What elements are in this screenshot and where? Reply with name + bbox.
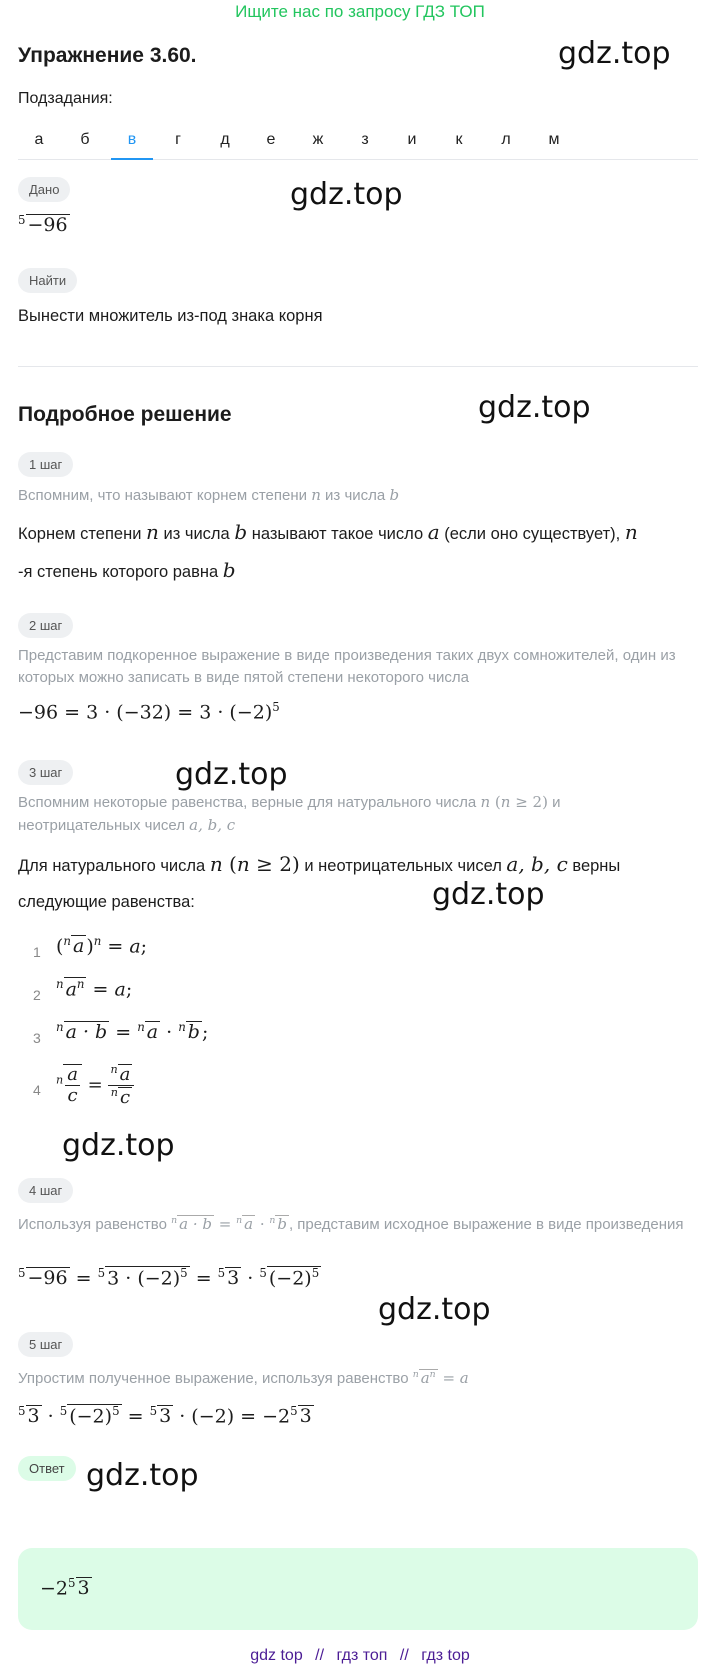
watermark: gdz.top bbox=[478, 390, 591, 425]
tab-b[interactable]: б bbox=[80, 131, 90, 148]
list-item-number: 3 bbox=[33, 1030, 41, 1046]
footer-link[interactable]: гдз top bbox=[421, 1647, 470, 1664]
step-5-label: 5 шаг bbox=[18, 1332, 73, 1357]
find-label: Найти bbox=[18, 268, 77, 293]
step-4-hint: Используя равенство $^n$ a · b = $^n$ a · $^n$ b , представим исходное выражение в виде произведения bbox=[18, 1215, 684, 1233]
subtask-tabs bbox=[18, 120, 698, 160]
watermark: gdz.top bbox=[175, 757, 288, 792]
watermark: gdz.top bbox=[558, 36, 671, 71]
identity-2: $^n$ $a^n = a$; bbox=[56, 977, 133, 1001]
step-2-equation: $-96 = 3 \cdot (-32) = 3 \cdot (-2)^5$ bbox=[18, 700, 280, 724]
identity-3: $^n$ a · b = $^n$ a · $^n$ b ; bbox=[56, 1020, 209, 1044]
answer-value: $-2^5$ 3 bbox=[40, 1576, 90, 1600]
tab-a[interactable]: а bbox=[34, 131, 44, 148]
divider bbox=[18, 366, 698, 367]
identity-1: ($^n$ a )$^n$ = a; bbox=[56, 934, 148, 958]
step-1-hint: Вспомним, что называют корнем степени n из числа b bbox=[18, 486, 400, 504]
given-expression: $^5$ −96 bbox=[18, 213, 68, 237]
step-1-text: Корнем степени n из числа b называют такое число a (если оно существует), n -я степень которого равна b bbox=[18, 520, 638, 582]
top-banner[interactable]: Ищите нас по запросу ГДЗ ТОП bbox=[235, 2, 485, 21]
watermark: gdz.top bbox=[378, 1292, 491, 1327]
step-3-hint: Вспомним некоторые равенства, верные для натурального числа n (n ≥ 2) и неотрицательных чисел a, b, c bbox=[18, 793, 561, 834]
subtasks-label: Подзадания: bbox=[18, 90, 113, 107]
watermark: gdz.top bbox=[62, 1128, 175, 1163]
footer-link[interactable]: гдз топ bbox=[336, 1647, 388, 1664]
tab-k[interactable]: к bbox=[455, 131, 463, 148]
tab-e[interactable]: е bbox=[266, 131, 276, 148]
tab-m[interactable]: м bbox=[548, 131, 560, 148]
answer-box bbox=[18, 1548, 698, 1630]
footer-separator: // bbox=[399, 1647, 409, 1664]
step-3-text: Для натурального числа n (n ≥ 2) и неотрицательных чисел a, b, c верны следующие равенства: bbox=[18, 852, 621, 911]
step-1-label: 1 шаг bbox=[18, 452, 73, 477]
step-5-hint: Упростим полученное выражение, используя равенство $^n$ $a^n = a$ bbox=[18, 1369, 469, 1387]
find-text: Вынести множитель из-под знака корня bbox=[18, 307, 323, 325]
answer-label: Ответ bbox=[18, 1456, 76, 1481]
step-3-label: 3 шаг bbox=[18, 760, 73, 785]
footer-link[interactable]: gdz top bbox=[250, 1647, 303, 1664]
tab-l[interactable]: л bbox=[501, 131, 511, 148]
tab-d[interactable]: д bbox=[220, 131, 230, 148]
tab-i[interactable]: и bbox=[407, 131, 417, 148]
tab-zh[interactable]: ж bbox=[312, 131, 324, 148]
step-4-label: 4 шаг bbox=[18, 1178, 73, 1203]
list-item-number: 1 bbox=[33, 944, 41, 960]
list-item-number: 2 bbox=[33, 987, 41, 1003]
footer-separator: // bbox=[315, 1647, 325, 1664]
step-5-equation: $^5$ 3 · $^5$ $(-2)^5 = ^5$ $3 \cdot (-2) = -2^5$ 3 bbox=[18, 1404, 312, 1428]
tab-z[interactable]: з bbox=[361, 131, 369, 148]
page-title: Упражнение 3.60. bbox=[18, 44, 197, 67]
identity-4: $^n$ $\frac{a}{c}$ = $\frac{^n a}{^n c}$ bbox=[56, 1063, 134, 1108]
footer-links bbox=[0, 1647, 720, 1665]
watermark: gdz.top bbox=[86, 1458, 199, 1493]
solution-heading: Подробное решение bbox=[18, 403, 232, 426]
step-2-hint: Представим подкоренное выражение в виде произведения таких двух сомножителей, один из которых можно записать в виде пятой степени некоторого числа bbox=[18, 647, 676, 686]
step-4-equation: $^5$ −96 = $^5$ $3 \cdot (-2)^5 = ^5$ 3 · $^5$ $(-2)^5$ bbox=[18, 1266, 320, 1290]
step-2-label: 2 шаг bbox=[18, 613, 73, 638]
tab-g[interactable]: г bbox=[175, 131, 181, 148]
tab-v[interactable]: в bbox=[111, 120, 153, 160]
watermark: gdz.top bbox=[432, 877, 545, 912]
list-item-number: 4 bbox=[33, 1082, 41, 1098]
given-label: Дано bbox=[18, 177, 70, 202]
watermark: gdz.top bbox=[290, 177, 403, 212]
